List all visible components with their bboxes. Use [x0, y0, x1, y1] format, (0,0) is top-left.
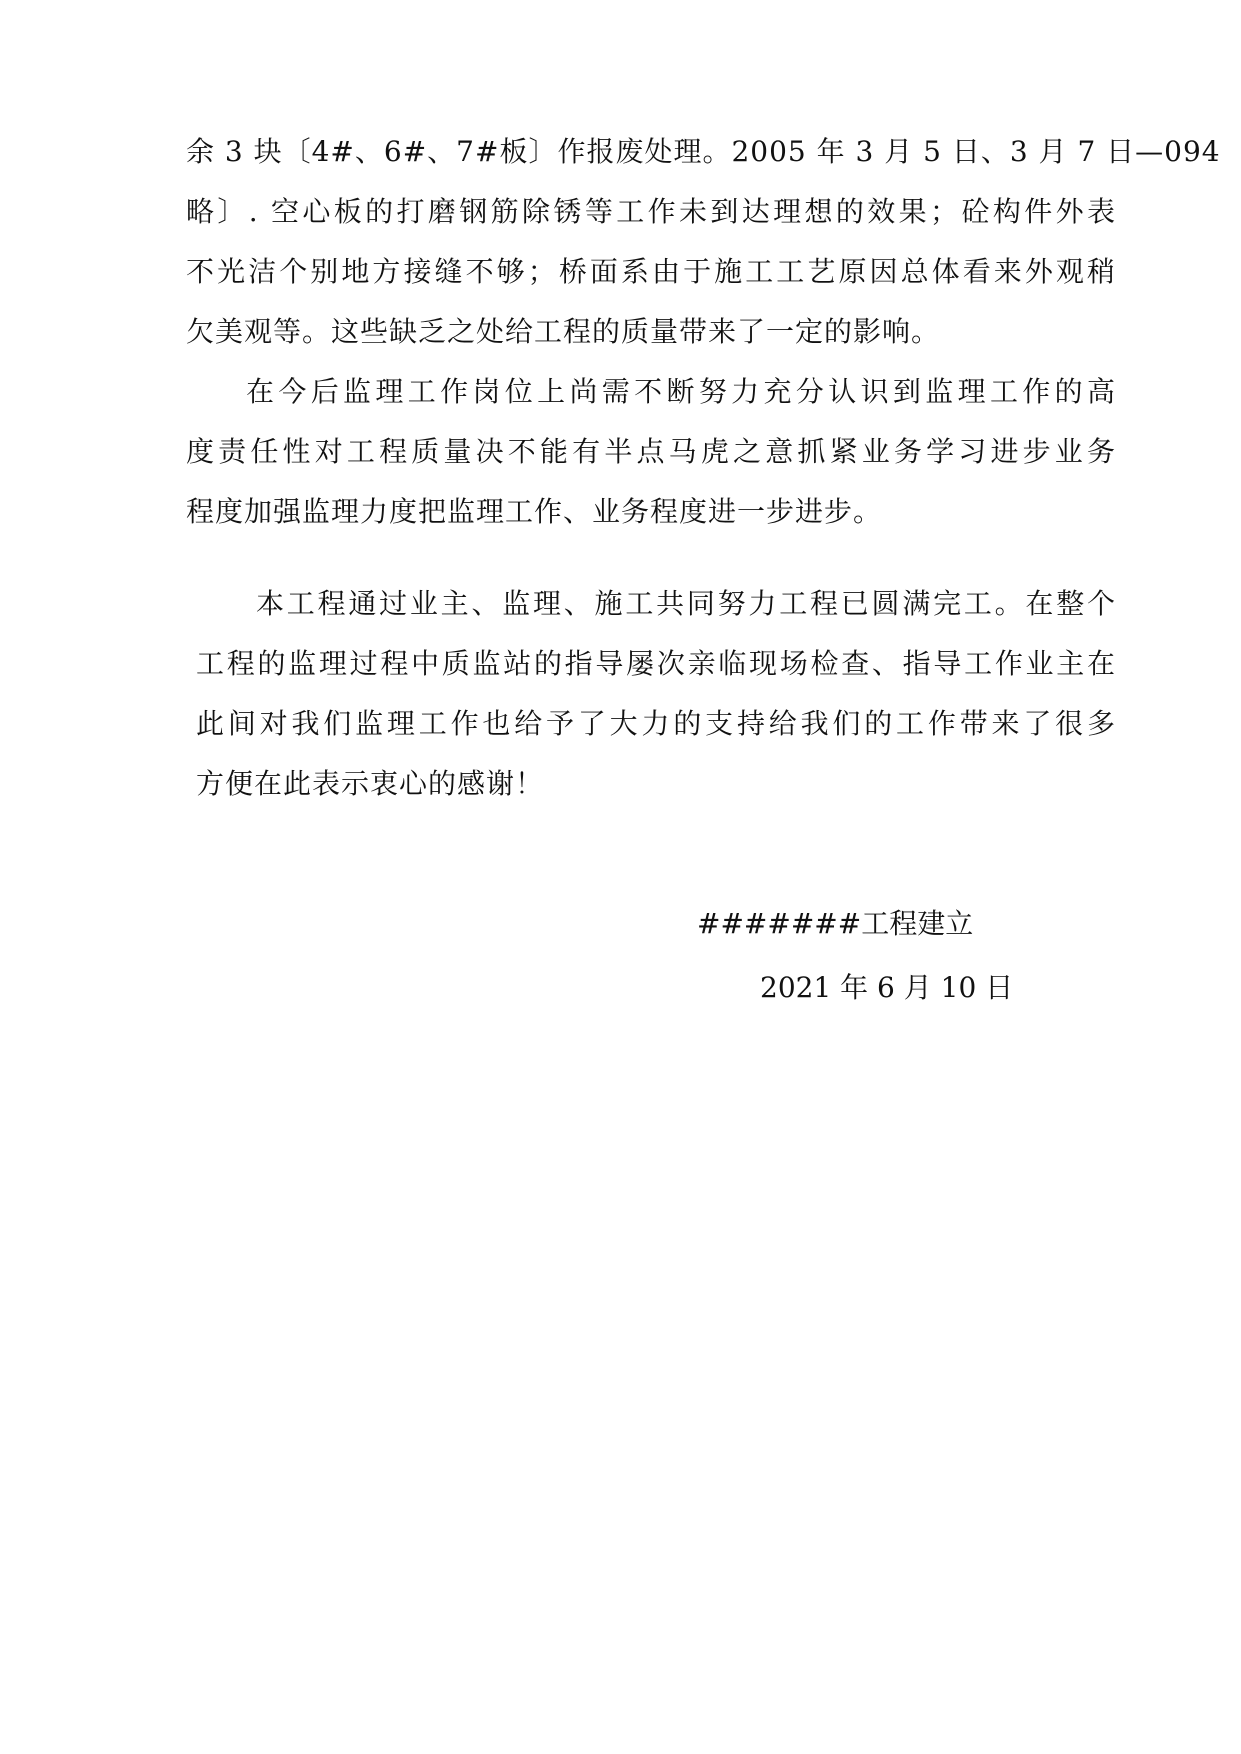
paragraph-2-line-3: 程度加强监理力度把监理工作、业务程度进一步进步。: [186, 495, 883, 528]
paragraph-3-line-3: 此间对我们监理工作也给予了大力的支持给我们的工作带来了很多: [196, 707, 1116, 740]
paragraph-3-line-2: 工程的监理过程中质监站的指导屡次亲临现场检查、指导工作业主在: [196, 647, 1116, 680]
paragraph-1-line-2: 略〕. 空心板的打磨钢筋除锈等工作未到达理想的效果；砼构件外表: [186, 195, 1116, 228]
signature-date: 2021 年 6 月 10 日: [760, 971, 1014, 1004]
paragraph-1-line-4: 欠美观等。这些缺乏之处给工程的质量带来了一定的影响。: [186, 315, 941, 348]
paragraph-2-line-2: 度责任性对工程质量决不能有半点马虎之意抓紧业务学习进步业务: [186, 435, 1116, 468]
paragraph-1-line-1: 余 3 块〔4#、6#、7#板〕作报废处理。2005 年 3 月 5 日、3 月 7 日—094: [186, 135, 1221, 168]
paragraph-2-line-1: 在今后监理工作岗位上尚需不断努力充分认识到监理工作的高: [246, 375, 1116, 408]
paragraph-3-line-4: 方便在此表示衷心的感谢！: [196, 767, 545, 800]
paragraph-1-line-3: 不光洁个别地方接缝不够；桥面系由于施工工艺原因总体看来外观稍: [186, 255, 1116, 288]
signature-organization: #######工程建立: [697, 907, 974, 940]
paragraph-3-line-1: 本工程通过业主、监理、施工共同努力工程已圆满完工。在整个: [256, 587, 1116, 620]
